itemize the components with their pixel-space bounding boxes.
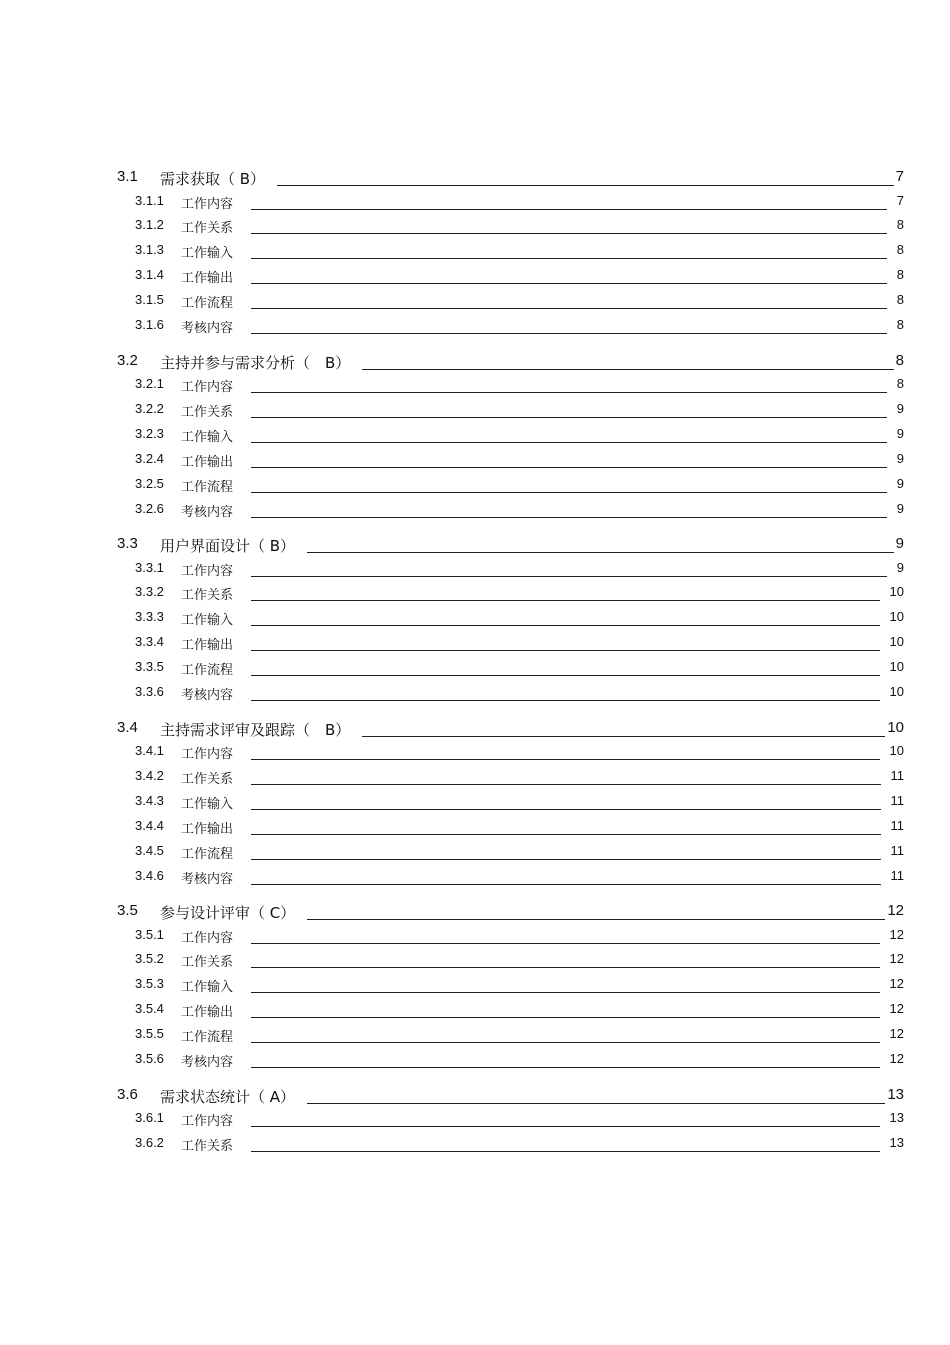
toc-page-number: 8 — [895, 351, 904, 369]
toc-subsection-entry[interactable] — [0, 868, 950, 888]
toc-subsection-entry[interactable] — [0, 818, 950, 838]
toc-entry-title: 用户界面设计（ B） — [160, 537, 296, 555]
toc-entry-title: 考核内容 — [181, 504, 234, 520]
toc-leader-line — [307, 919, 885, 920]
toc-page-number: 7 — [895, 168, 904, 185]
toc-page-number: 8 — [896, 217, 904, 233]
toc-leader-line — [251, 650, 880, 651]
toc-entry-number: 3.5.3 — [135, 976, 164, 992]
toc-entry-number: 3.1.2 — [135, 217, 164, 233]
toc-entry-number: 3.4 — [117, 718, 138, 736]
toc-subsection-entry[interactable] — [0, 951, 950, 971]
toc-entry-number: 3.5.5 — [135, 1026, 164, 1042]
toc-page-number: 10 — [889, 684, 904, 699]
toc-entry-number: 3.1 — [117, 168, 138, 185]
toc-leader-line — [251, 784, 881, 785]
toc-leader-line — [251, 967, 880, 968]
toc-page-number: 12 — [889, 1026, 904, 1042]
toc-entry-number: 3.4.1 — [135, 743, 164, 758]
toc-entry-title: 工作关系 — [181, 771, 234, 787]
toc-entry-title: 需求获取（ B） — [160, 170, 266, 188]
toc-subsection-entry[interactable] — [0, 584, 950, 604]
toc-page-number: 11 — [890, 792, 904, 808]
toc-entry-number: 3.3.1 — [135, 559, 164, 575]
toc-leader-line — [251, 233, 887, 234]
toc-entry-title: 工作内容 — [181, 930, 234, 946]
toc-entry-number: 3.3.2 — [135, 584, 164, 600]
toc-page-number: 10 — [889, 743, 904, 758]
toc-entry-number: 3.3.4 — [135, 634, 164, 650]
toc-section-entry[interactable] — [0, 719, 950, 739]
toc-entry-title: 工作内容 — [181, 1114, 234, 1129]
toc-entry-title: 工作输入 — [181, 796, 234, 812]
toc-entry-number: 3.1.1 — [135, 192, 164, 208]
toc-subsection-entry[interactable] — [0, 292, 950, 312]
toc-entry-title: 工作流程 — [181, 296, 234, 312]
toc-entry-title: 工作内容 — [181, 380, 234, 395]
toc-subsection-entry[interactable] — [0, 476, 950, 496]
toc-subsection-entry[interactable] — [0, 684, 950, 704]
toc-leader-line — [251, 576, 887, 577]
toc-leader-line — [251, 600, 880, 601]
toc-page-number: 9 — [896, 559, 904, 575]
toc-leader-line — [251, 809, 881, 810]
toc-leader-line — [251, 943, 880, 944]
toc-page-number: 11 — [890, 767, 904, 783]
toc-entry-title: 工作流程 — [181, 663, 234, 679]
toc-entry-number: 3.3.6 — [135, 684, 164, 699]
toc-entry-number: 3.5.6 — [135, 1051, 164, 1066]
toc-subsection-entry[interactable] — [0, 451, 950, 471]
toc-leader-line — [251, 258, 887, 259]
toc-entry-title: 考核内容 — [181, 871, 234, 887]
toc-section-entry[interactable] — [0, 535, 950, 555]
toc-entry-number: 3.3.3 — [135, 609, 164, 625]
toc-leader-line — [251, 675, 880, 676]
toc-subsection-entry[interactable] — [0, 659, 950, 679]
toc-subsection-entry[interactable] — [0, 376, 950, 396]
toc-entry-number: 3.5.4 — [135, 1001, 164, 1017]
toc-entry-number: 3.6.2 — [135, 1134, 164, 1150]
toc-leader-line — [251, 392, 887, 393]
toc-leader-line — [251, 417, 887, 418]
toc-page-number: 13 — [889, 1110, 904, 1125]
toc-entry-title: 工作输入 — [181, 246, 234, 262]
toc-leader-line — [251, 1151, 880, 1152]
toc-subsection-entry[interactable] — [0, 1110, 950, 1130]
toc-leader-line — [251, 492, 887, 493]
toc-subsection-entry[interactable] — [0, 193, 950, 213]
toc-entry-number: 3.4.5 — [135, 842, 164, 858]
toc-page-number: 12 — [889, 951, 904, 967]
toc-page-number: 7 — [896, 192, 904, 208]
toc-leader-line — [251, 467, 887, 468]
toc-section-entry[interactable] — [0, 352, 950, 372]
toc-entry-number: 3.2.5 — [135, 475, 164, 491]
toc-subsection-entry[interactable] — [0, 927, 950, 947]
toc-leader-line — [251, 834, 881, 835]
toc-entry-number: 3.2.4 — [135, 450, 164, 466]
toc-subsection-entry[interactable] — [0, 217, 950, 237]
toc-subsection-entry[interactable] — [0, 501, 950, 521]
toc-page-number: 10 — [889, 634, 904, 650]
toc-leader-line — [277, 185, 894, 186]
toc-entry-title: 工作关系 — [181, 955, 234, 971]
toc-entry-title: 工作关系 — [181, 588, 234, 604]
toc-subsection-entry[interactable] — [0, 793, 950, 813]
toc-entry-title: 工作输入 — [181, 613, 234, 629]
toc-leader-line — [251, 1067, 880, 1068]
toc-leader-line — [251, 1017, 880, 1018]
toc-entry-number: 3.1.6 — [135, 317, 164, 332]
toc-entry-title: 考核内容 — [181, 688, 234, 703]
toc-leader-line — [251, 209, 887, 210]
toc-entry-number: 3.4.3 — [135, 792, 164, 808]
toc-entry-number: 3.1.4 — [135, 267, 164, 283]
toc-subsection-entry[interactable] — [0, 609, 950, 629]
toc-entry-number: 3.5 — [117, 902, 138, 919]
toc-page-number: 9 — [896, 425, 904, 441]
toc-page-number: 10 — [887, 718, 904, 736]
toc-leader-line — [251, 517, 887, 518]
toc-entry-number: 3.4.4 — [135, 817, 164, 833]
toc-subsection-entry[interactable] — [0, 426, 950, 446]
toc-entry-title: 工作输入 — [181, 429, 234, 445]
toc-page-number: 9 — [895, 535, 904, 552]
toc-page-number: 11 — [890, 817, 904, 833]
toc-entry-number: 3.2.3 — [135, 425, 164, 441]
toc-leader-line — [307, 1103, 885, 1104]
toc-entry-title: 工作输出 — [181, 271, 234, 287]
toc-subsection-entry[interactable] — [0, 560, 950, 580]
toc-entry-title: 主持需求评审及跟踪（ B） — [160, 720, 351, 739]
toc-page-number: 12 — [889, 1051, 904, 1066]
toc-entry-title: 需求状态统计（ A） — [160, 1087, 296, 1106]
toc-subsection-entry[interactable] — [0, 634, 950, 654]
toc-subsection-entry[interactable] — [0, 401, 950, 421]
toc-leader-line — [251, 859, 881, 860]
toc-page-number: 13 — [889, 1134, 904, 1150]
toc-page-number: 9 — [896, 400, 904, 416]
toc-leader-line — [307, 552, 894, 553]
toc-entry-title: 工作流程 — [181, 1030, 234, 1046]
toc-leader-line — [251, 1042, 880, 1043]
toc-leader-line — [251, 308, 887, 309]
toc-entry-number: 3.2 — [117, 351, 138, 369]
toc-entry-title: 考核内容 — [181, 1055, 234, 1070]
toc-leader-line — [251, 1126, 880, 1127]
toc-leader-line — [362, 369, 894, 370]
toc-subsection-entry[interactable] — [0, 1026, 950, 1046]
toc-page-number: 9 — [896, 450, 904, 466]
toc-page-number: 11 — [890, 867, 904, 883]
toc-entry-number: 3.1.3 — [135, 242, 164, 258]
toc-entry-title: 主持并参与需求分析（ B） — [160, 353, 351, 372]
toc-entry-title: 工作输出 — [181, 1005, 234, 1021]
toc-entry-number: 3.2.6 — [135, 500, 164, 516]
toc-page-number: 10 — [889, 659, 904, 675]
toc-page-number: 10 — [889, 584, 904, 600]
toc-entry-title: 工作输入 — [181, 980, 234, 996]
toc-entry-number: 3.5.1 — [135, 926, 164, 942]
toc-page-number: 9 — [896, 475, 904, 491]
toc-leader-line — [251, 992, 880, 993]
toc-leader-line — [251, 759, 880, 760]
toc-page-number: 12 — [889, 926, 904, 942]
toc-subsection-entry[interactable] — [0, 317, 950, 337]
toc-leader-line — [251, 625, 880, 626]
toc-entry-title: 工作关系 — [181, 1138, 234, 1154]
toc-leader-line — [362, 736, 885, 737]
toc-entry-number: 3.1.5 — [135, 292, 164, 308]
toc-page-number: 9 — [896, 500, 904, 516]
toc-page-number: 13 — [887, 1085, 904, 1103]
toc-entry-number: 3.2.2 — [135, 400, 164, 416]
toc-page-number: 8 — [896, 317, 904, 332]
toc-subsection-entry[interactable] — [0, 976, 950, 996]
toc-leader-line — [251, 700, 880, 701]
toc-subsection-entry[interactable] — [0, 1051, 950, 1071]
toc-entry-title: 工作关系 — [181, 221, 234, 237]
toc-subsection-entry[interactable] — [0, 267, 950, 287]
toc-entry-number: 3.3.5 — [135, 659, 164, 675]
toc-entry-number: 3.2.1 — [135, 376, 164, 391]
toc-entry-title: 工作内容 — [181, 747, 234, 762]
toc-entry-title: 参与设计评审（ C） — [160, 904, 296, 922]
toc-leader-line — [251, 884, 881, 885]
toc-entry-number: 3.6 — [117, 1085, 138, 1103]
toc-page-number: 8 — [896, 267, 904, 283]
toc-section-entry[interactable] — [0, 1086, 950, 1106]
toc-entry-number: 3.4.6 — [135, 867, 164, 883]
toc-entry-number: 3.3 — [117, 535, 138, 552]
toc-leader-line — [251, 442, 887, 443]
toc-subsection-entry[interactable] — [0, 843, 950, 863]
toc-entry-title: 工作输出 — [181, 638, 234, 654]
toc-entry-number: 3.6.1 — [135, 1110, 164, 1125]
toc-subsection-entry[interactable] — [0, 1135, 950, 1155]
toc-entry-number: 3.5.2 — [135, 951, 164, 967]
toc-leader-line — [251, 333, 887, 334]
toc-entry-title: 工作流程 — [181, 479, 234, 495]
toc-entry-title: 考核内容 — [181, 321, 234, 336]
toc-page-number: 12 — [889, 1001, 904, 1017]
toc-subsection-entry[interactable] — [0, 242, 950, 262]
toc-page-number: 8 — [896, 242, 904, 258]
toc-entry-title: 工作内容 — [181, 563, 234, 579]
toc-page-number: 10 — [889, 609, 904, 625]
toc-entry-title: 工作关系 — [181, 404, 234, 420]
toc-subsection-entry[interactable] — [0, 1001, 950, 1021]
toc-leader-line — [251, 283, 887, 284]
toc-page-number: 12 — [887, 902, 904, 919]
toc-entry-title: 工作流程 — [181, 846, 234, 862]
toc-entry-title: 工作输出 — [181, 454, 234, 470]
toc-section-entry[interactable] — [0, 902, 950, 922]
toc-entry-number: 3.4.2 — [135, 767, 164, 783]
toc-subsection-entry[interactable] — [0, 768, 950, 788]
toc-page-number: 8 — [896, 376, 904, 391]
toc-entry-title: 工作内容 — [181, 196, 234, 212]
toc-page-number: 11 — [890, 842, 904, 858]
toc-page-number: 8 — [896, 292, 904, 308]
toc-entry-title: 工作输出 — [181, 821, 234, 837]
toc-page-number: 12 — [889, 976, 904, 992]
toc-section-entry[interactable] — [0, 168, 950, 188]
toc-subsection-entry[interactable] — [0, 743, 950, 763]
